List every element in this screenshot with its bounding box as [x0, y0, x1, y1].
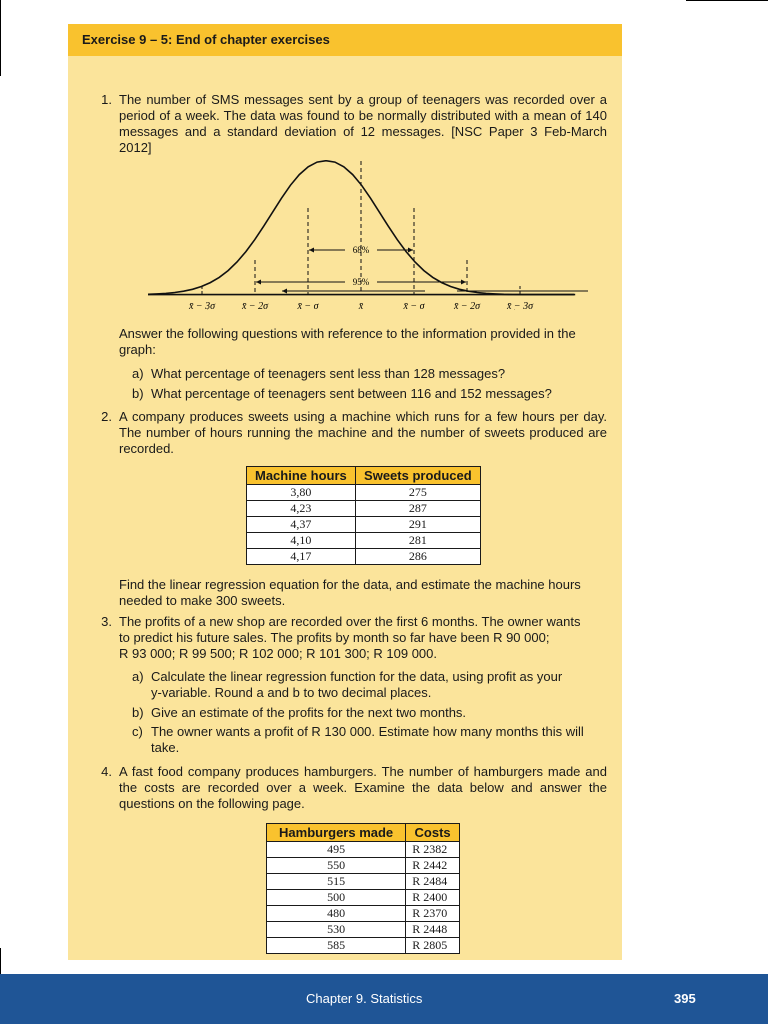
q3-part-label: b) — [132, 705, 144, 720]
table-row: 585 R 2805 — [267, 938, 460, 954]
page-footer — [0, 974, 768, 1024]
q3-part-label: c) — [132, 724, 143, 739]
q4-number: 4. — [101, 764, 112, 779]
q3-part-line: y-variable. Round a and b to two decimal places. — [151, 685, 432, 700]
crop-mark — [0, 948, 1, 974]
q3-part-line: Give an estimate of the profits for the next two months. — [151, 705, 467, 720]
hamburgers-table — [266, 823, 460, 954]
tick-label: x̄ − 3σ — [188, 301, 216, 312]
q3-line: The profits of a new shop are recorded over the first 6 months. The owner wants — [119, 614, 581, 629]
table-header: Hamburgers made — [267, 824, 406, 842]
q3-line: R 93 000; R 99 500; R 102 000; R 101 300; R 109 000. — [119, 646, 438, 661]
q1-part-label: b) — [132, 386, 144, 401]
sweets-table — [246, 466, 481, 565]
label-68: 68% — [352, 245, 370, 255]
q3-part-line: take. — [151, 740, 180, 755]
label-95: 95% — [352, 277, 370, 287]
table-header: Costs — [406, 824, 460, 842]
q2-number: 2. — [101, 409, 112, 424]
q1-number: 1. — [101, 92, 112, 107]
table-row: 480 R 2370 — [267, 906, 460, 922]
q1-part-text: What percentage of teenagers sent between 116 and 152 messages? — [151, 386, 552, 401]
tick-label: x̄ − σ — [297, 301, 319, 312]
exercise-box — [68, 24, 622, 960]
crop-mark — [686, 0, 768, 1]
table-row: 4,17 286 — [247, 549, 481, 565]
table-row: 3,80 275 — [247, 485, 481, 501]
q2-text: A company produces sweets using a machine which runs for a few hours per day. The number of hours running the machine and the number of sweets produced are recorded. — [119, 409, 607, 456]
bell-curve — [148, 161, 575, 295]
table-row: 495 R 2382 — [267, 842, 460, 858]
table-row: 530 R 2448 — [267, 922, 460, 938]
chapter-label: Chapter 9. Statistics — [306, 991, 423, 1006]
table-header: Machine hours — [247, 467, 356, 485]
q3-part-line: The owner wants a profit of R 130 000. Estimate how many months this will — [151, 724, 584, 739]
table-row: 550 R 2442 — [267, 858, 460, 874]
q3-line: to predict his future sales. The profits by month so far have been R 90 000; — [119, 630, 550, 645]
page-number: 395 — [674, 991, 696, 1006]
q1-part-label: a) — [132, 366, 144, 381]
table-row: 4,23 287 — [247, 501, 481, 517]
exercise-header — [68, 24, 622, 56]
axis-ticks — [148, 296, 588, 316]
table-row: 515 R 2484 — [267, 874, 460, 890]
q1-text: The number of SMS messages sent by a group of teenagers was recorded over a period of a week. The data was found to be normally distributed with a mean of 140 messages and a standard deviation of 12 messages. [NSC Paper 3 Feb-March 2012] — [119, 92, 607, 155]
q2-after: Find the linear regression equation for the data, and estimate the machine hours needed to make 300 sweets. — [119, 577, 581, 608]
q1-part-text: What percentage of teenagers sent less than 128 messages? — [151, 366, 506, 381]
q3-part-label: a) — [132, 669, 144, 684]
q3-number: 3. — [101, 614, 112, 629]
tick-label: x̄ — [358, 301, 364, 312]
table-row: 500 R 2400 — [267, 890, 460, 906]
exercise-title: Exercise 9 – 5: End of chapter exercises — [82, 32, 330, 47]
q3-part-line: Calculate the linear regression function for the data, using profit as your — [151, 669, 563, 684]
crop-mark — [0, 0, 1, 76]
q4-text: A fast food company produces hamburgers. The number of hamburgers made and the costs are recorded over a week. Examine the data below and answer the questions on the following page. — [119, 764, 607, 811]
table-row: 4,37 291 — [247, 517, 481, 533]
q1-intro: Answer the following questions with reference to the information provided in the graph: — [119, 326, 576, 357]
table-header: Sweets produced — [355, 467, 480, 485]
table-row: 4,10 281 — [247, 533, 481, 549]
tick-label: x̄ − 2σ — [453, 301, 481, 312]
tick-label: x̄ − σ — [403, 301, 425, 312]
tick-label: x̄ − 3σ — [506, 301, 534, 312]
tick-label: x̄ − 2σ — [241, 301, 269, 312]
